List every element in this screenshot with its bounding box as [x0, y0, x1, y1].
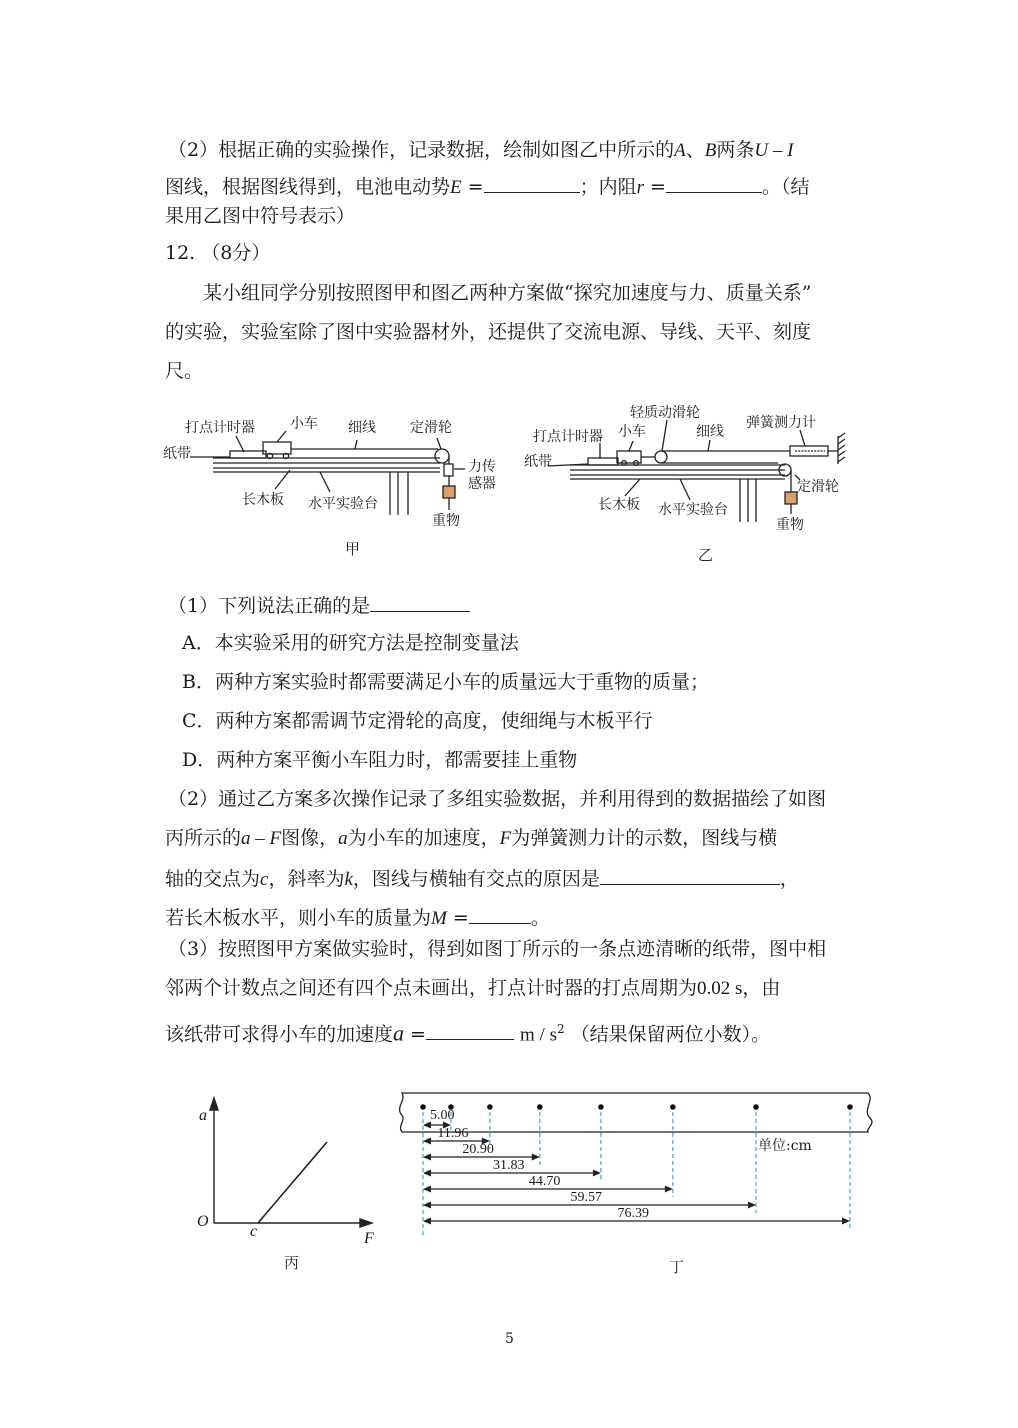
tape-distance-label: 76.39 [617, 1206, 649, 1221]
x-axis-arrow [360, 1219, 372, 1227]
yi-label-movable-pulley: 轻质动滑轮 [630, 405, 700, 421]
yi-label-table: 水平实验台 [658, 502, 728, 518]
option-b: B．两种方案实验时都需要满足小车的质量远大于重物的质量； [182, 671, 709, 693]
page-number: 5 [505, 1331, 514, 1347]
yi-label-weight: 重物 [776, 517, 804, 533]
tape-arrowhead-right [532, 1154, 540, 1161]
yi-label-cart: 小车 [618, 424, 646, 440]
figure-ding-caption: 丁 [669, 1258, 685, 1276]
part1-question: （1）下列说法正确的是 [168, 591, 470, 619]
bing-intercept-label: c [250, 1223, 258, 1240]
tape-dot [753, 1104, 759, 1110]
tape-distance-label: 59.57 [570, 1190, 602, 1205]
part2-line4: 若长木板水平，则小车的质量为M = 。 [165, 903, 550, 932]
answer-blank-part1 [370, 591, 470, 612]
tape-dot-origin [420, 1104, 426, 1110]
jia-label-tape: 纸带 [163, 446, 191, 462]
tape-distance-label: 31.83 [492, 1158, 525, 1173]
figure-ding-tape [400, 1093, 872, 1132]
jia-label-pulley: 定滑轮 [410, 420, 452, 436]
answer-blank-acceleration [426, 1019, 514, 1040]
tape-dot [847, 1104, 853, 1110]
tape-outline [400, 1093, 872, 1132]
q11-part2-line2: 图线，根据图线得到，电池电动势E = ；内阻r = 。（结 [165, 172, 810, 201]
jia-label-board: 长木板 [242, 492, 284, 508]
jia-label-weight: 重物 [432, 513, 460, 529]
tape-arrowhead-left [423, 1186, 431, 1193]
q12-intro-line2: 的实验，实验室除了图中实验器材外，还提供了交流电源、导线、天平、刻度 [165, 321, 812, 343]
option-d: D．两种方案平衡小车阻力时，都需要挂上重物 [182, 749, 578, 771]
jia-label-timer: 打点计时器 [185, 420, 255, 436]
tape-distance-label: 20.90 [462, 1142, 494, 1157]
part2-line3: 轴的交点为c，斜率为k，图线与横轴有交点的原因是 ， [165, 864, 799, 893]
tape-arrowhead-left [423, 1218, 431, 1225]
a-F-line [258, 1142, 327, 1223]
figure-jia-caption: 甲 [345, 540, 361, 558]
q12-header: 12. （8分） [165, 242, 271, 264]
ding-unit-label: 单位:cm [758, 1138, 812, 1154]
tape-arrowhead-right [593, 1170, 601, 1177]
figure-yi-caption: 乙 [698, 546, 714, 564]
yi-label-fixed-pulley: 定滑轮 [797, 479, 839, 495]
yi-label-string: 细线 [696, 424, 724, 440]
tape-dot [670, 1104, 676, 1110]
y-axis-arrow [210, 1098, 218, 1110]
tape-dot [487, 1104, 493, 1110]
part2-line2: 丙所示的a – F图像，a为小车的加速度，F为弹簧测力计的示数，图线与横 [165, 827, 778, 849]
jia-label-cart: 小车 [290, 416, 318, 432]
bing-origin-label: O [197, 1213, 209, 1230]
part3-line3: 该纸带可求得小车的加速度$a = m / s^2$ （结果保留两位小数）。 [165, 1020, 771, 1046]
q12-intro-line1: 某小组同学分别按照图甲和图乙两种方案做“探究加速度与力、质量关系” [203, 282, 812, 304]
tape-dot [598, 1104, 604, 1110]
yi-label-tape: 纸带 [524, 454, 552, 470]
jia-label-table: 水平实验台 [308, 496, 378, 512]
tape-arrowhead-right [665, 1186, 673, 1193]
tape-arrowhead-right [748, 1202, 756, 1209]
yi-label-board: 长木板 [598, 497, 640, 513]
q12-intro-line3: 尺。 [165, 360, 204, 382]
tape-arrowhead-left [423, 1154, 431, 1161]
yi-label-timer: 打点计时器 [533, 429, 603, 445]
answer-blank-mass [469, 903, 531, 924]
tape-arrowhead-left [423, 1138, 431, 1145]
part2-line1: （2）通过乙方案多次操作记录了多组实验数据，并利用得到的数据描绘了如图 [168, 788, 827, 810]
option-a: A．本实验采用的研究方法是控制变量法 [182, 632, 519, 654]
q11-part2-line1: （2）根据正确的实验操作，记录数据，绘制如图乙中所示的A、B两条U – I [168, 139, 794, 161]
tape-distance-label: 5.00 [430, 1108, 455, 1123]
answer-blank-reason [600, 864, 780, 885]
figure-bing-caption: 丙 [284, 1254, 300, 1272]
yi-label-spring-scale: 弹簧测力计 [746, 415, 816, 431]
q11-part2-line3: 果用乙图中符号表示） [165, 205, 356, 227]
tape-distance-label: 11.96 [437, 1126, 469, 1141]
jia-label-sensor-2: 感器 [468, 476, 496, 492]
jia-label-string: 细线 [348, 420, 376, 436]
bing-axis-y-label: a [199, 1107, 207, 1124]
figure-bing-graph [210, 1098, 372, 1227]
bing-axis-x-label: F [364, 1230, 374, 1247]
tape-arrowhead-right [842, 1218, 850, 1225]
tape-arrowhead-left [423, 1170, 431, 1177]
jia-label-sensor-1: 力传 [468, 459, 496, 475]
tape-distance-label: 44.70 [528, 1174, 561, 1189]
tape-arrowhead-left [423, 1202, 431, 1209]
option-c: C．两种方案都需调节定滑轮的高度，使细绳与木板平行 [182, 710, 653, 732]
part3-line1: （3）按照图甲方案做实验时，得到如图丁所示的一条点迹清晰的纸带，图中相 [168, 938, 827, 960]
tape-dot [537, 1104, 543, 1110]
part3-line2: 邻两个计数点之间还有四个点未画出，打点计时器的打点周期为0.02 s，由 [165, 977, 781, 999]
